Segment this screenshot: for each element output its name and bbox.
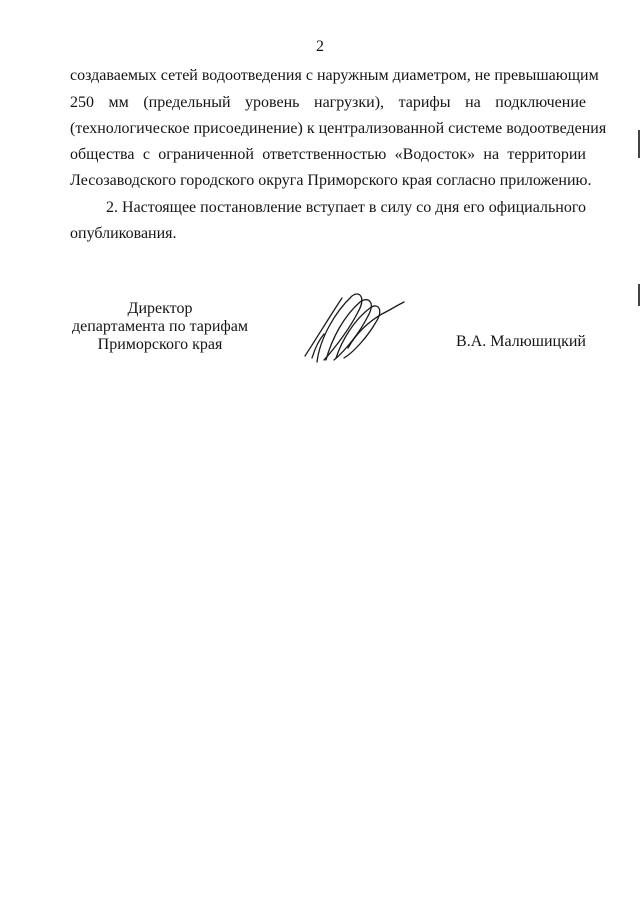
- text-line: 2. Настоящее постановление вступает в силу со дня его официального: [106, 199, 586, 216]
- text-line: общества с ограниченной ответственностью «Водосток» на территории: [70, 146, 586, 163]
- signatory-title: [70, 300, 250, 354]
- signatory-title-line: Директор: [127, 300, 193, 317]
- signatory-title-line: Приморского края: [97, 336, 223, 353]
- text-line: 250 мм (предельный уровень нагрузки), тарифы на подключение: [70, 94, 586, 111]
- signatory-title-line: департамента по тарифам: [71, 318, 249, 335]
- handwritten-signature: [300, 288, 410, 368]
- text-line: (технологическое присоединение) к централизованной системе водоотведения: [70, 120, 607, 137]
- text-line: создаваемых сетей водоотведения с наружным диаметром, не превышающим: [70, 67, 599, 84]
- text-line: Лесозаводского городского округа Приморского края согласно приложению.: [70, 172, 592, 189]
- signatory-name: В.А. Малюшицкий: [456, 333, 586, 350]
- page-number: 2: [316, 38, 324, 55]
- text-line: опубликования.: [70, 225, 177, 242]
